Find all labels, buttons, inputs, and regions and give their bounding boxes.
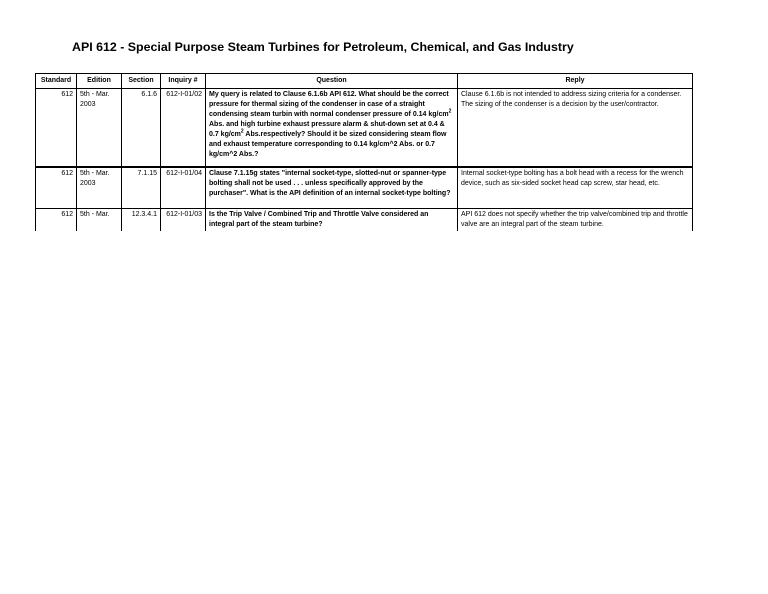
cell-standard: 612 [36, 209, 77, 232]
cell-section: 7.1.15 [122, 167, 161, 209]
superscript: 2 [240, 128, 244, 135]
cell-standard: 612 [36, 167, 77, 209]
cell-edition: 5th - Mar. 2003 [77, 89, 122, 168]
question-text-part: Abs. and high turbine exhaust pressure alarm & shut-down set at 0.4 & 0.7 kg/cm [209, 121, 445, 138]
question-text-part: My query is related to Clause 6.1.6b API 612. What should be the correct pressure for thermal sizing of the condenser in case of a straight condensing steam turbin with normal condenser pressure of 0.14 kg/cm [209, 91, 449, 118]
cell-reply: Clause 6.1.6b is not intended to address sizing criteria for a condenser. The sizing of the condenser is a decision by the user/contractor. [458, 89, 693, 168]
inquiry-table [35, 73, 693, 231]
cell-reply: Internal socket-type bolting has a bolt head with a recess for the wrench device, such as six-sided socket head cap screw, star head, etc. [458, 167, 693, 209]
cell-inquiry: 612-I-01/03 [161, 209, 206, 232]
cell-section: 6.1.6 [122, 89, 161, 168]
header-question: Question [206, 74, 458, 89]
cell-standard: 612 [36, 89, 77, 168]
table-row [36, 167, 693, 209]
table-row [36, 209, 693, 232]
cell-reply: API 612 does not specify whether the trip valve/combined trip and throttle valve are an integral part of the steam turbine. [458, 209, 693, 232]
cell-question: Is the Trip Valve / Combined Trip and Throttle Valve considered an integral part of the steam turbine? [206, 209, 458, 232]
table-header-row [36, 74, 693, 89]
cell-inquiry: 612-I-01/04 [161, 167, 206, 209]
document-title: API 612 - Special Purpose Steam Turbines for Petroleum, Chemical, and Gas Industry [72, 40, 574, 54]
question-text-part: Abs.respectively? Should it be sized considering steam flow and exhaust temperature corresponding to 0.14 kg/cm^2 Abs. or 0.7 kg/cm^2 Abs.? [209, 131, 447, 158]
header-edition: Edition [77, 74, 122, 89]
cell-edition: 5th - Mar. [77, 209, 122, 232]
table-row [36, 89, 693, 168]
cell-inquiry: 612-I-01/02 [161, 89, 206, 168]
header-reply: Reply [458, 74, 693, 89]
cell-edition: 5th - Mar. 2003 [77, 167, 122, 209]
superscript: 2 [448, 108, 452, 115]
header-inquiry: Inquiry # [161, 74, 206, 89]
header-section: Section [122, 74, 161, 89]
cell-question: Clause 7.1.15g states "internal socket-type, slotted-nut or spanner-type bolting shall not be used . . . unless specifically approved by the purchaser". What is the API definition of an internal socket-type bolting? [206, 167, 458, 209]
cell-section: 12.3.4.1 [122, 209, 161, 232]
cell-question [206, 89, 458, 168]
header-standard: Standard [36, 74, 77, 89]
